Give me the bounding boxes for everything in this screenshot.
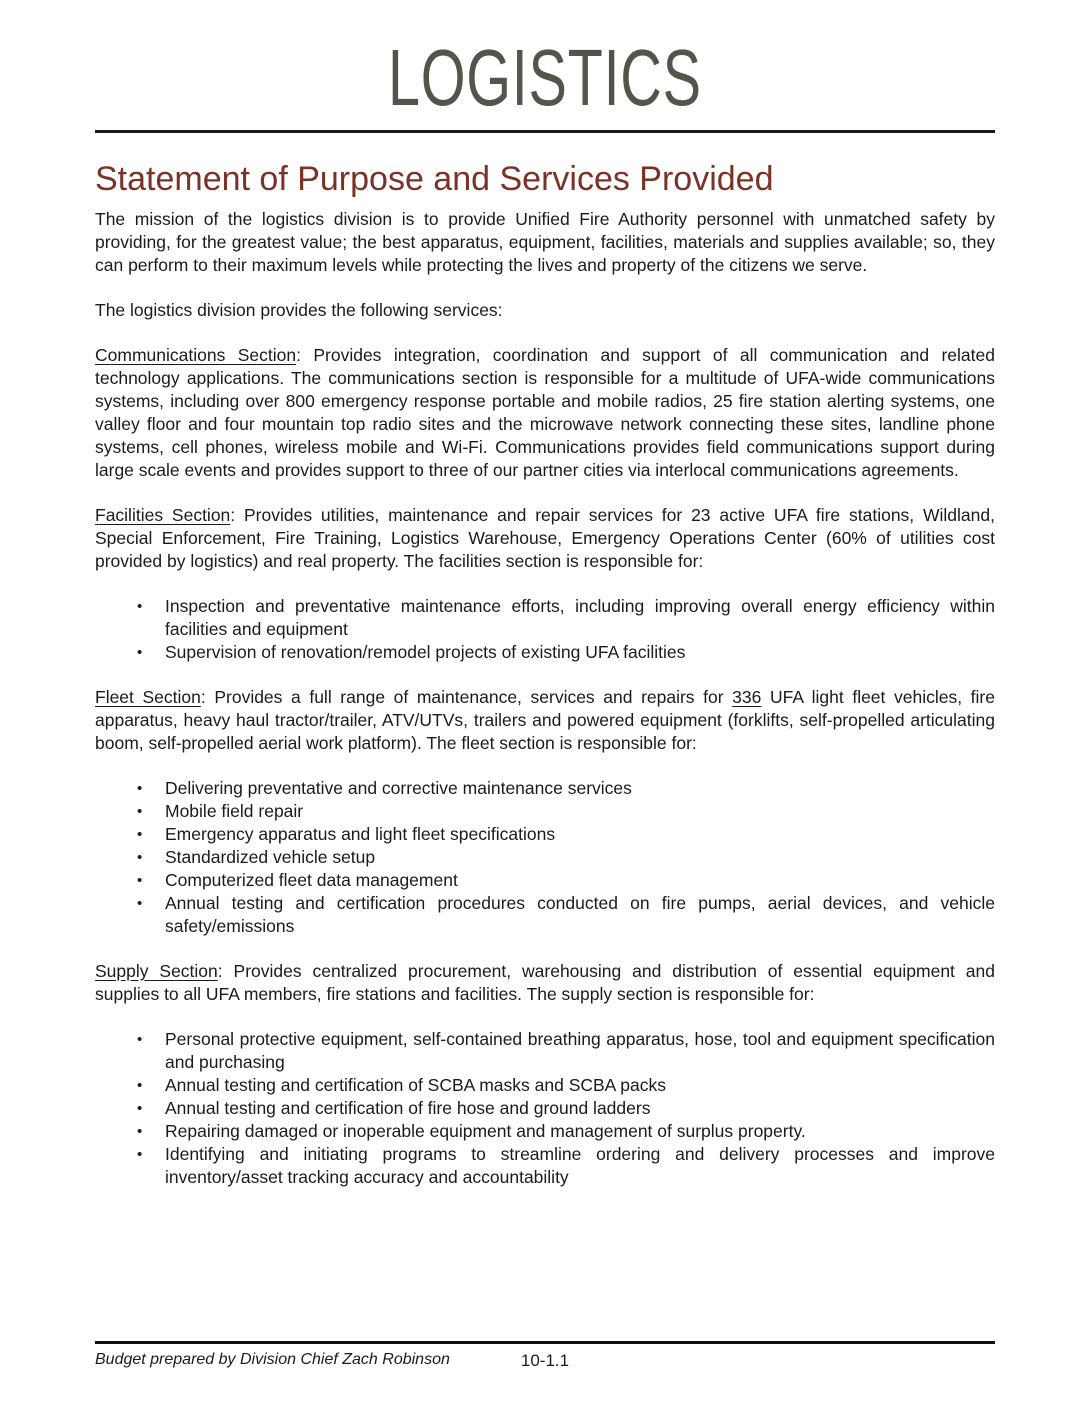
fleet-section-paragraph xyxy=(95,686,995,755)
document-page xyxy=(95,0,995,1211)
facilities-bullet-list xyxy=(95,595,995,664)
bullet-item: • Mobile field repair xyxy=(165,800,995,823)
bullet-item: • Computerized fleet data management xyxy=(165,869,995,892)
supply-section-label: Supply Section xyxy=(95,960,218,981)
supply-bullet-list xyxy=(95,1028,995,1189)
fleet-vehicle-count: 336 xyxy=(732,686,762,707)
title-rule xyxy=(95,130,995,133)
fleet-bullet-list xyxy=(95,777,995,938)
bullet-item: • Annual testing and certification of SCBA masks and SCBA packs xyxy=(165,1074,995,1097)
mission-paragraph: The mission of the logistics division is to provide Unified Fire Authority personnel with unmatched safety by providing, for the greatest value; the best apparatus, equipment, facilities, materials and supplies available; so, they can perform to their maximum levels while protecting the lives and property of the citizens we serve. xyxy=(95,208,995,275)
facilities-section-label: Facilities Section xyxy=(95,504,231,525)
statement-heading: Statement of Purpose and Services Provided xyxy=(95,160,774,198)
bullet-item: • Repairing damaged or inoperable equipment and management of surplus property. xyxy=(165,1120,995,1143)
bullet-item: • Personal protective equipment, self-contained breathing apparatus, hose, tool and equipment specification and purchasing xyxy=(165,1028,995,1074)
communications-section-paragraph xyxy=(95,344,995,482)
services-lead: The logistics division provides the following services: xyxy=(95,299,503,320)
supply-section-paragraph xyxy=(95,960,995,1006)
communications-section-label: Communications Section xyxy=(95,344,297,365)
fleet-section-body-pre: : Provides a full range of maintenance, services and repairs for xyxy=(200,686,733,707)
page-title xyxy=(95,34,995,122)
bullet-item: • Inspection and preventative maintenance efforts, including improving overall energy efficiency within facilities and equipment xyxy=(165,595,995,641)
fleet-section-label: Fleet Section xyxy=(95,686,201,707)
supply-section-body: : Provides centralized procurement, warehousing and distribution of essential equipment and supplies to all UFA members, fire stations and facilities. The supply section is responsible for: xyxy=(95,960,995,1004)
bullet-item: • Identifying and initiating programs to streamline ordering and delivery processes and improve inventory/asset tracking accuracy and accountability xyxy=(165,1143,995,1189)
facilities-section-paragraph xyxy=(95,504,995,573)
fleet-section-body-post: UFA light fleet vehicles, fire apparatus, heavy haul tractor/trailer, ATV/UTVs, trailers and powered equipment (forklifts, self-propelled articulating boom, self-propelled aerial work platform). The fleet section is responsible for: xyxy=(95,686,995,753)
bullet-item: • Emergency apparatus and light fleet specifications xyxy=(165,823,995,846)
bullet-item: • Delivering preventative and corrective maintenance services xyxy=(165,777,995,800)
prepared-by-text: Budget prepared by Division Chief Zach Robinson xyxy=(95,1351,450,1368)
page-title-text: LOGISTICS xyxy=(388,33,702,122)
bullet-item: • Annual testing and certification procedures conducted on fire pumps, aerial devices, and vehicle safety/emissions xyxy=(165,892,995,938)
page-number: 10-1.1 xyxy=(520,1351,570,1370)
bullet-item: • Annual testing and certification of fire hose and ground ladders xyxy=(165,1097,995,1120)
bullet-item: • Standardized vehicle setup xyxy=(165,846,995,869)
communications-section-body: : Provides integration, coordination and support of all communication and related technology applications. The communications section is responsible for a multitude of UFA-wide communications systems, including over 800 emergency response portable and mobile radios, 25 fire station alerting systems, one valley floor and four mountain top radio sites and the microwave network connecting these sites, landline phone systems, cell phones, wireless mobile and Wi-Fi. Communications provides field communications support during large scale events and provides support to three of our partner cities via interlocal communications agreements. xyxy=(95,344,995,480)
bullet-item: • Supervision of renovation/remodel projects of existing UFA facilities xyxy=(165,641,995,664)
page-footer xyxy=(95,1341,995,1369)
facilities-section-body: : Provides utilities, maintenance and repair services for 23 active UFA fire stations, Wildland, Special Enforcement, Fire Training, Logistics Warehouse, Emergency Operations Center (60% of utilities cost provided by logistics) and real property. The facilities section is responsible for: xyxy=(95,504,995,571)
